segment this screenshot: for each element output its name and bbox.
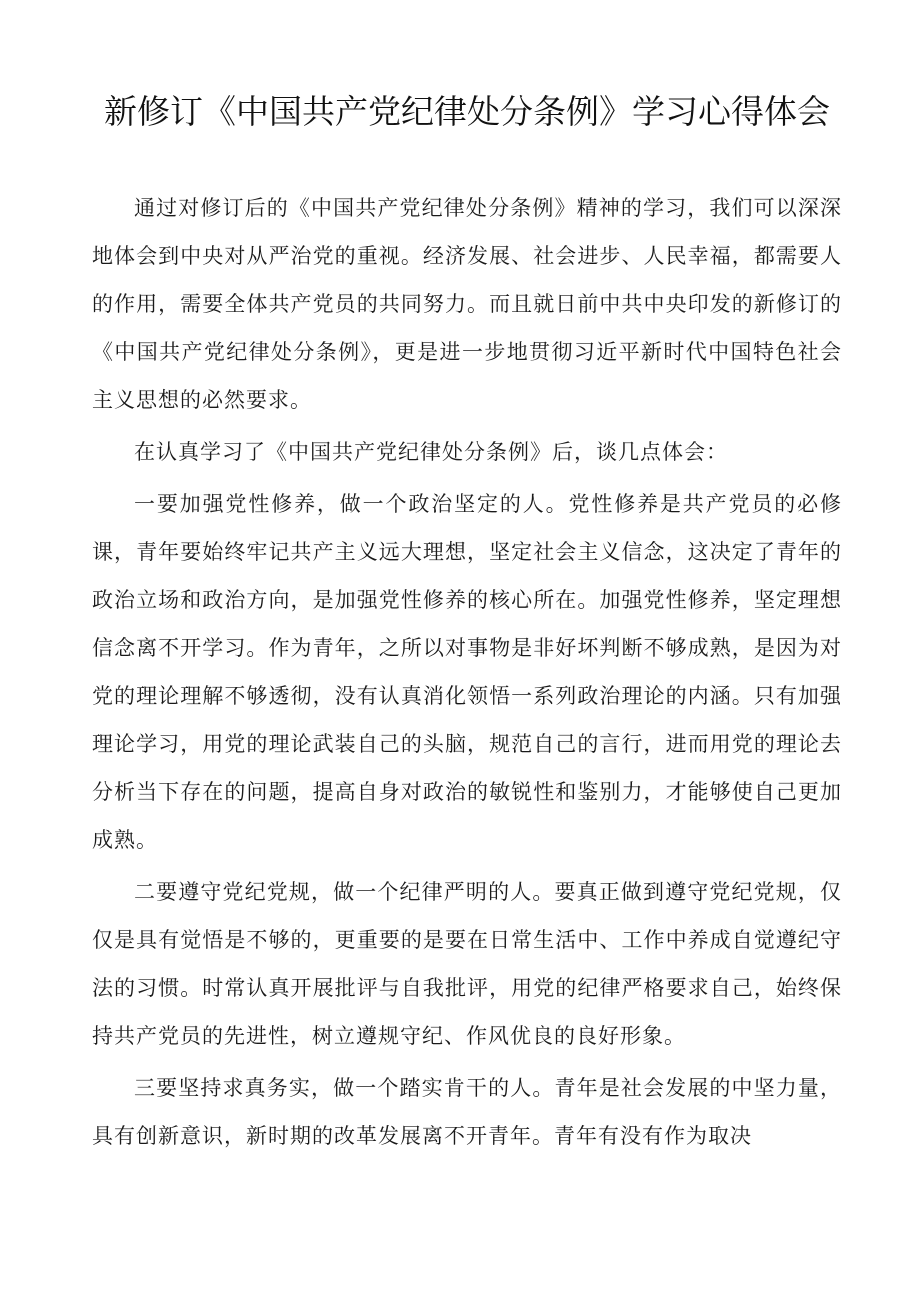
paragraph-point-two: 二要遵守党纪党规，做一个纪律严明的人。要真正做到遵守党纪党规，仅仅是具有觉悟是不够的，更重要的是要在日常生活中、工作中养成自觉遵纪守法的习惯。时常认真开展批评与自我批评，用党的纪律严格要求自己，始终保持共产党员的先进性，树立遵规守纪、作风优良的良好形象。 [92,880,842,1048]
paragraph-intro: 通过对修订后的《中国共产党纪律处分条例》精神的学习，我们可以深深地体会到中央对从严治党的重视。经济发展、社会进步、人民幸福，都需要人的作用，需要全体共产党员的共同努力。而且就日前中共中央印发的新修订的《中国共产党纪律处分条例》，更是进一步地贯彻习近平新时代中国特色社会主义思想的必然要求。 [92,196,842,412]
paragraph-lead-in: 在认真学习了《中国共产党纪律处分条例》后，谈几点体会： [134,440,728,464]
paragraph-point-one: 一要加强党性修养，做一个政治坚定的人。党性修养是共产党员的必修课，青年要始终牢记共产主义远大理想，坚定社会主义信念，这决定了青年的政治立场和政治方向，是加强党性修养的核心所在。加强党性修养，坚定理想信念离不开学习。作为青年，之所以对事物是非好坏判断不够成熟，是因为对党的理论理解不够透彻，没有认真消化领悟一系列政治理论的内涵。只有加强理论学习，用党的理论武装自己的头脑，规范自己的言行，进而用党的理论去分析当下存在的问题，提高自身对政治的敏锐性和鉴别力，才能够使自己更加成熟。 [92,492,842,852]
paragraph-point-three: 三要坚持求真务实，做一个踏实肯干的人。青年是社会发展的中坚力量，具有创新意识，新时期的改革发展离不开青年。青年有没有作为取决 [92,1076,842,1148]
document-body [92,184,842,1160]
document-title: 新修订《中国共产党纪律处分条例》学习心得体会 [104,92,830,131]
